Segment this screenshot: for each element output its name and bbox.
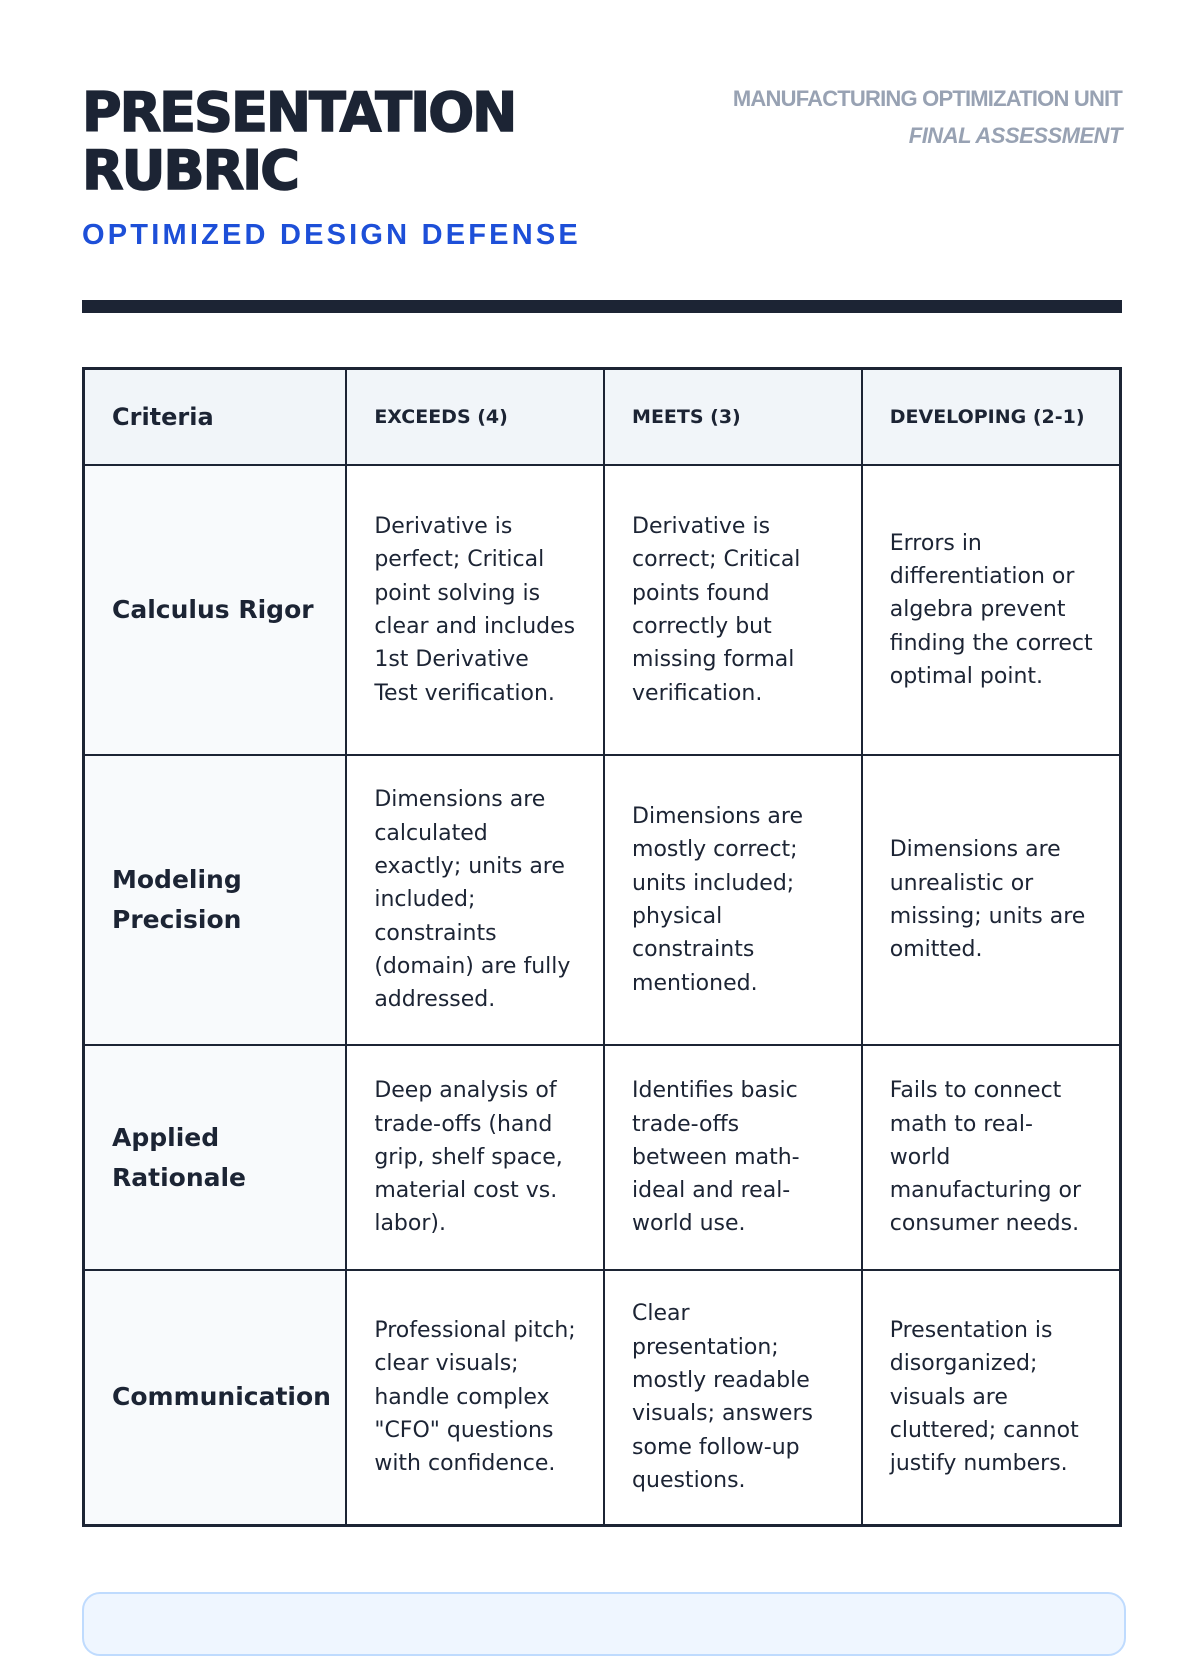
column-header-exceeds: EXCEEDS (4): [346, 369, 604, 466]
page-title: PRESENTATION RUBRIC: [82, 81, 516, 202]
table-row: [84, 1045, 1121, 1270]
exceeds-description: Derivative is perfect; Critical point solving is clear and includes 1st Derivative Test verification.: [346, 465, 604, 755]
page-header: [82, 0, 1122, 320]
column-header-meets: MEETS (3): [604, 369, 862, 466]
developing-description: Fails to connect math to real-world manufacturing or consumer needs.: [862, 1045, 1121, 1270]
developing-description: Dimensions are unrealistic or missing; units are omitted.: [862, 755, 1121, 1045]
meets-description: Derivative is correct; Critical points found correctly but missing formal verification.: [604, 465, 862, 755]
developing-description: Presentation is disorganized; visuals are cluttered; cannot justify numbers.: [862, 1270, 1121, 1525]
rubric-table: [82, 367, 1122, 1527]
criterion-name: Calculus Rigor: [84, 465, 347, 755]
column-header-criteria: Criteria: [84, 369, 347, 466]
table-header-row: [84, 369, 1121, 466]
meets-description: Identifies basic trade-offs between math-ideal and real-world use.: [604, 1045, 862, 1270]
meets-description: Clear presentation; mostly readable visuals; answers some follow-up questions.: [604, 1270, 862, 1525]
assessment-label: FINAL ASSESSMENT: [908, 123, 1122, 148]
rubric-page: [82, 0, 1122, 1493]
exceeds-description: Professional pitch; clear visuals; handle complex "CFO" questions with confidence.: [346, 1270, 604, 1525]
table-row: [84, 465, 1121, 755]
header-divider: [82, 300, 1122, 313]
exceeds-description: Deep analysis of trade-offs (hand grip, shelf space, material cost vs. labor).: [346, 1045, 604, 1270]
header-meta: [702, 82, 1122, 151]
table-row: [84, 755, 1121, 1045]
page-subtitle: OPTIMIZED DESIGN DEFENSE: [82, 219, 581, 251]
column-header-developing: DEVELOPING (2-1): [862, 369, 1121, 466]
info-box: [82, 1592, 1126, 1656]
exceeds-description: Dimensions are calculated exactly; units are included; constraints (domain) are fully addressed.: [346, 755, 604, 1045]
criterion-name: Communication: [84, 1270, 347, 1525]
unit-label: MANUFACTURING OPTIMIZATION UNIT: [732, 86, 1122, 111]
criterion-name: Applied Rationale: [84, 1045, 347, 1270]
table-row: [84, 1270, 1121, 1525]
meets-description: Dimensions are mostly correct; units included; physical constraints mentioned.: [604, 755, 862, 1045]
developing-description: Errors in differentiation or algebra prevent finding the correct optimal point.: [862, 465, 1121, 755]
criterion-name: Modeling Precision: [84, 755, 347, 1045]
